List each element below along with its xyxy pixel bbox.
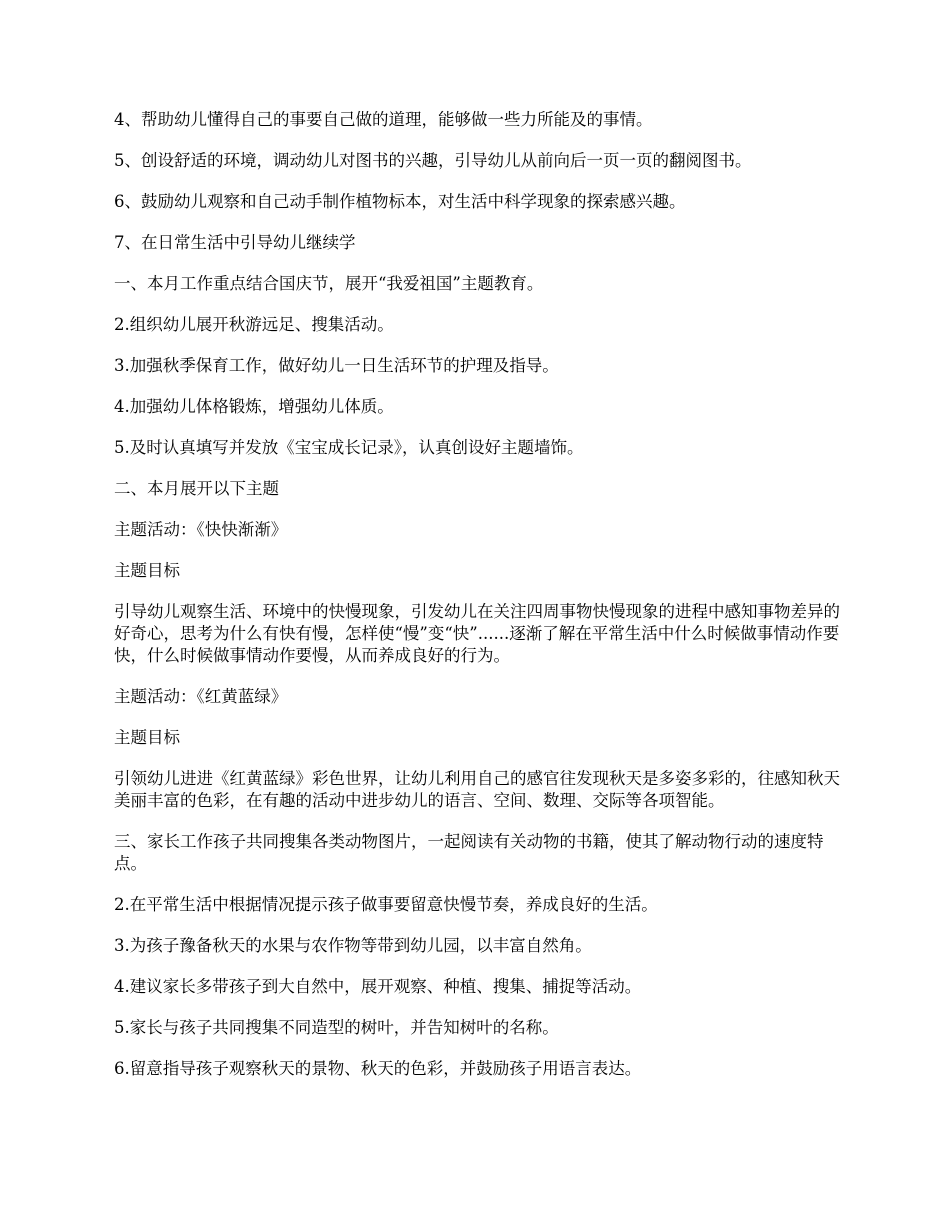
theme-goal-label: 主题目标 bbox=[114, 561, 180, 580]
paragraph: 5.家长与孩子共同搜集不同造型的树叶，并告知树叶的名称。 bbox=[114, 1018, 559, 1037]
paragraph: 4.加强幼儿体格锻炼，增强幼儿体质。 bbox=[114, 397, 394, 416]
paragraph: 4、帮助幼儿懂得自己的事要自己做的道理，能够做一些力所能及的事情。 bbox=[114, 110, 653, 129]
paragraph: 6.留意指导孩子观察秋天的景物、秋天的色彩，并鼓励孩子用语言表达。 bbox=[114, 1059, 642, 1078]
paragraph: 2.在平常生活中根据情况提示孩子做事要留意快慢节奏，养成良好的生活。 bbox=[114, 895, 658, 914]
paragraph: 5.及时认真填写并发放《宝宝成长记录》，认真创设好主题墙饰。 bbox=[114, 438, 584, 457]
theme-activity-title: 主题活动：《红黄蓝绿》 bbox=[114, 687, 288, 706]
paragraph: 5、创设舒适的环境，调动幼儿对图书的兴趣，引导幼儿从前向后一页一页的翻阅图书。 bbox=[114, 151, 752, 170]
paragraph: 6、鼓励幼儿观察和自己动手制作植物标本，对生活中科学现象的探索感兴趣。 bbox=[114, 192, 686, 211]
paragraph: 4.建议家长多带孩子到大自然中，展开观察、种植、搜集、捕捉等活动。 bbox=[114, 977, 642, 996]
theme-goal-label: 主题目标 bbox=[114, 728, 180, 747]
theme-goal-text: 引领幼儿进进《红黄蓝绿》彩色世界，让幼儿利用自己的感官往发现秋天是多姿多彩的，往感知秋天美丽丰富的色彩，在有趣的活动中进步幼儿的语言、空间、数理、交际等各项智能。 bbox=[114, 769, 840, 810]
paragraph: 3.为孩子豫备秋天的水果与农作物等带到幼儿园，以丰富自然角。 bbox=[114, 936, 592, 955]
section-heading: 二、本月展开以下主题 bbox=[114, 479, 279, 498]
document-body bbox=[114, 109, 840, 1099]
paragraph: 2.组织幼儿展开秋游远足、搜集活动。 bbox=[114, 315, 394, 334]
paragraph: 7、在日常生活中引导幼儿继续学 bbox=[114, 233, 356, 252]
theme-activity-title: 主题活动：《快快渐渐》 bbox=[114, 520, 288, 539]
paragraph: 3.加强秋季保育工作，做好幼儿一日生活环节的护理及指导。 bbox=[114, 356, 559, 375]
section-heading: 三、家长工作孩子共同搜集各类动物图片，一起阅读有关动物的书籍，使其了解动物行动的速度特点。 bbox=[114, 832, 824, 873]
theme-goal-text: 引导幼儿观察生活、环境中的快慢现象，引发幼儿在关注四周事物快慢现象的进程中感知事物差异的好奇心，思考为什么有快有慢，怎样使“慢”变“快”......逐渐了解在平常生活中什么时候做事情动作要快，什么时候做事情动作要慢，从而养成良好的行为。 bbox=[114, 602, 840, 665]
section-heading: 一、本月工作重点结合国庆节，展开“我爱祖国”主题教育。 bbox=[114, 274, 544, 293]
